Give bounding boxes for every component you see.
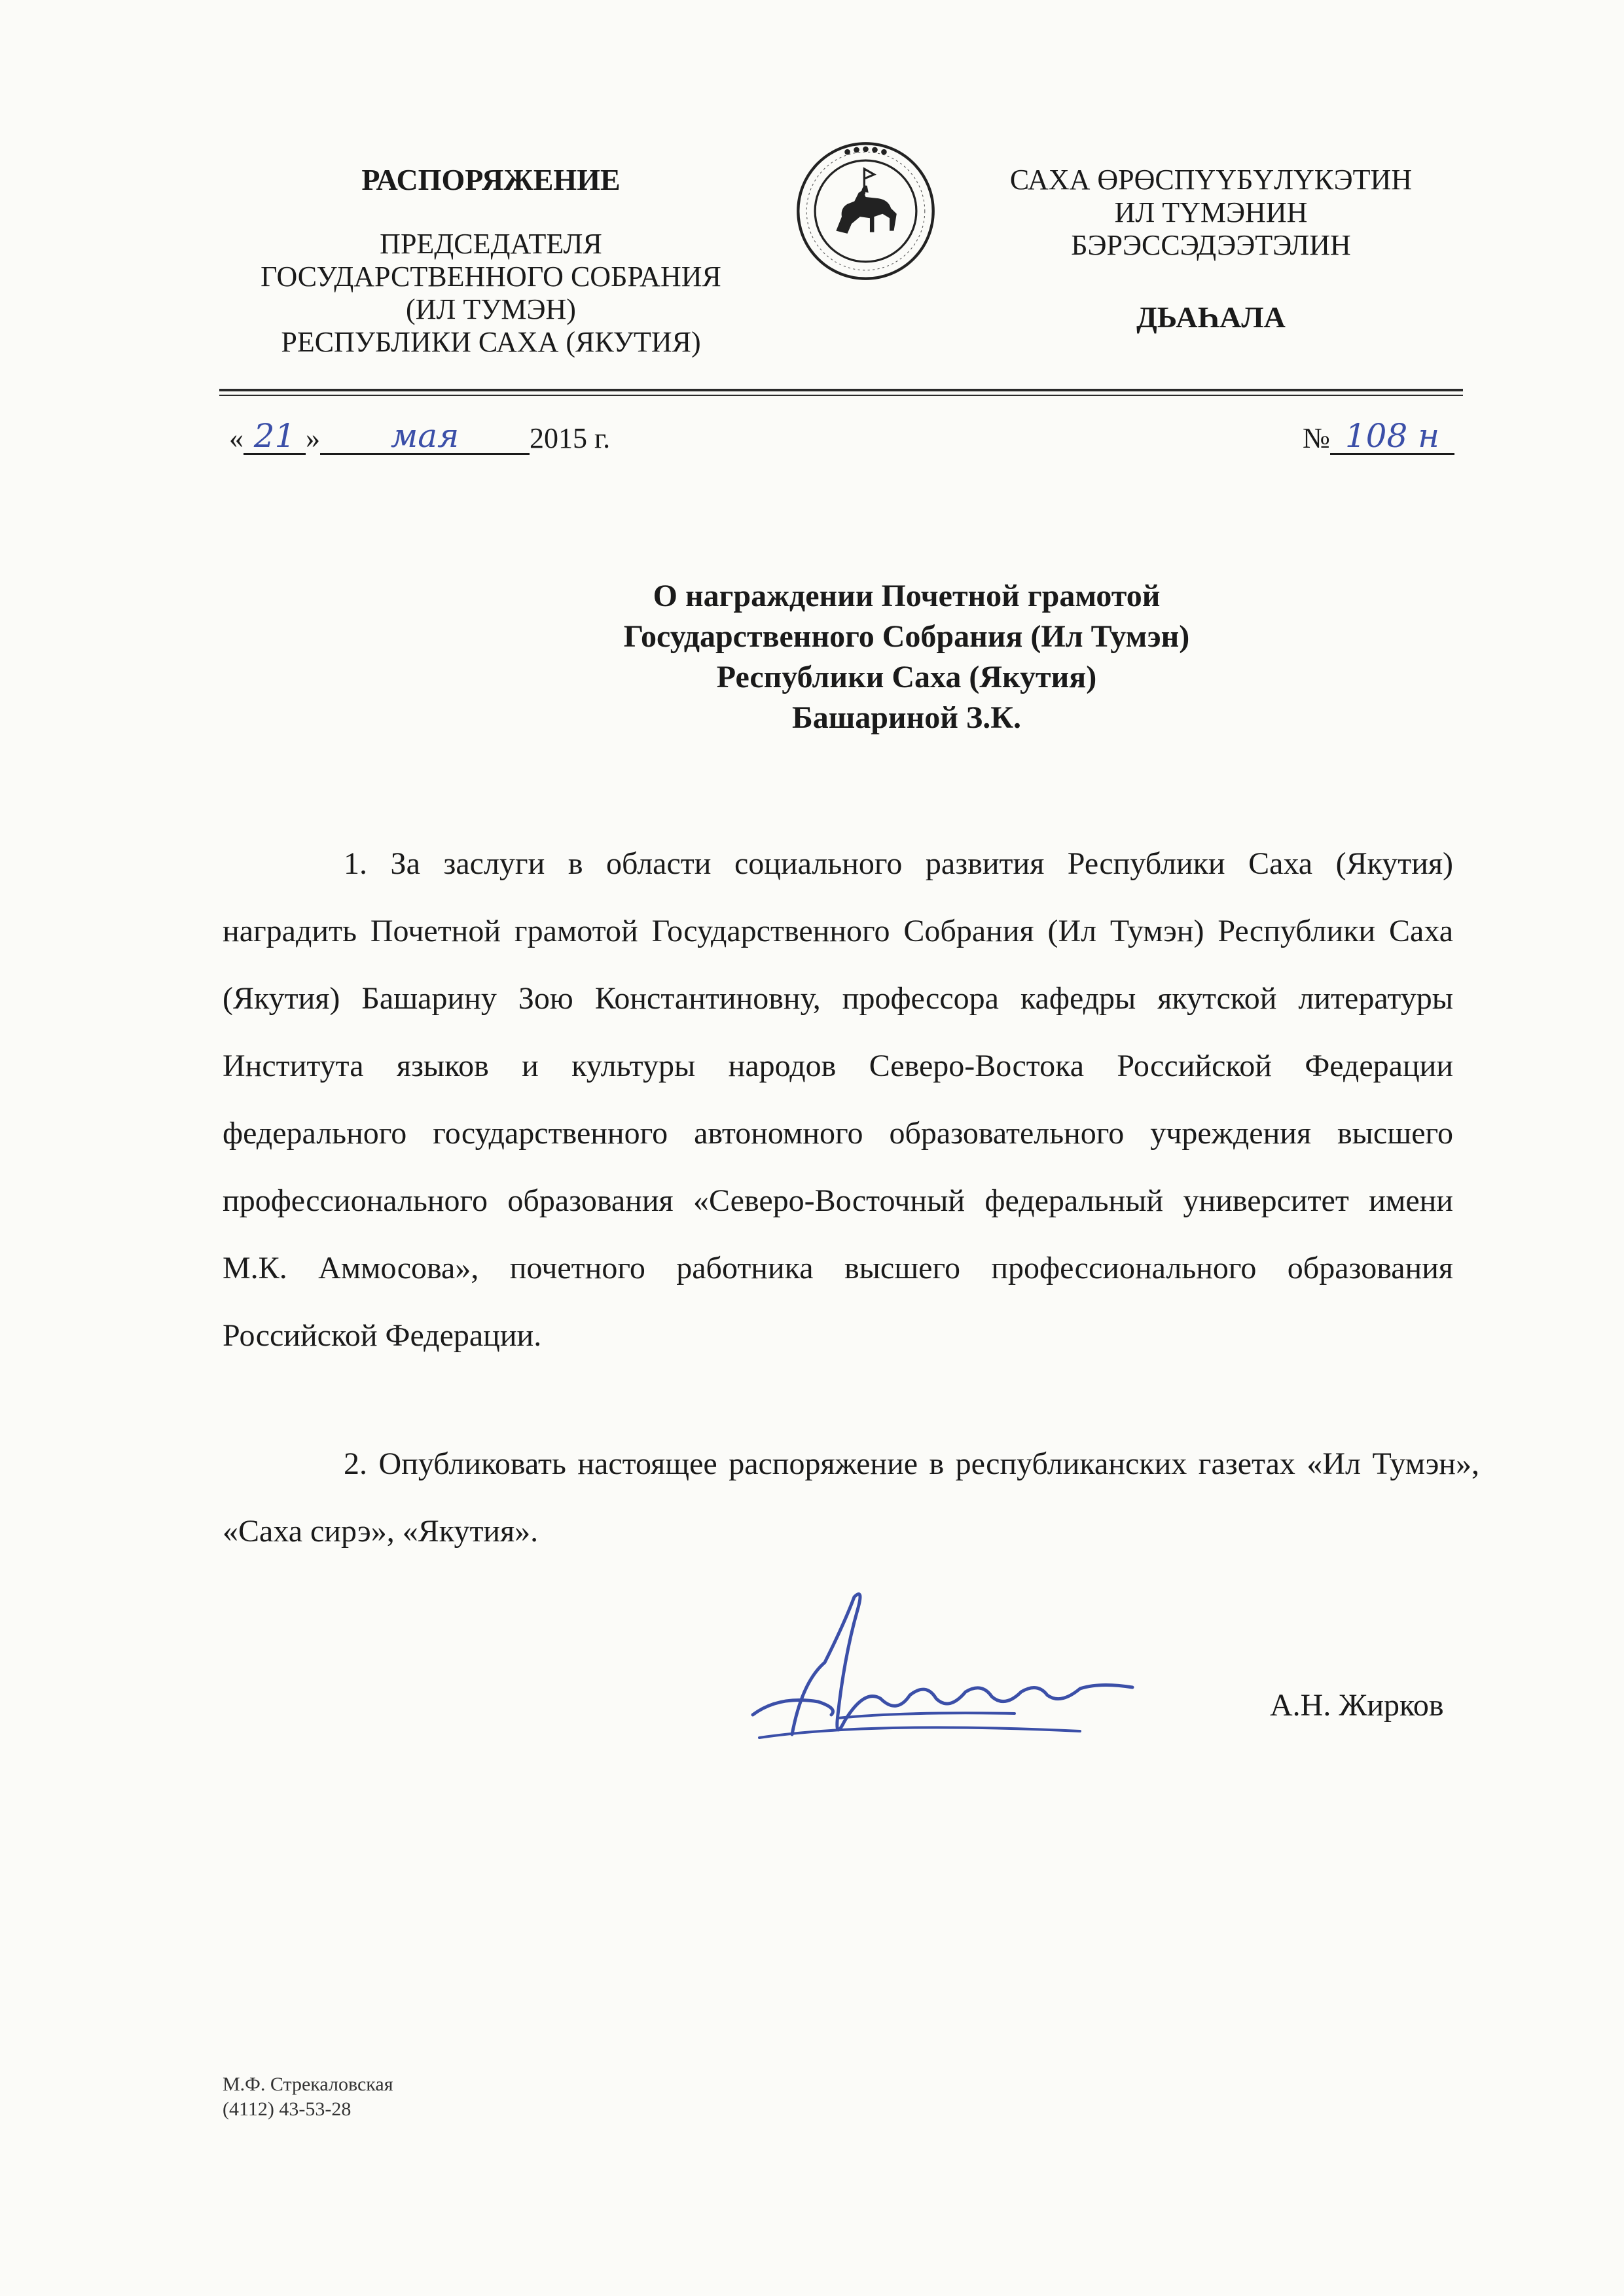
subject-line: Государственного Собрания (Ил Тумэн)	[623, 619, 1190, 654]
header-left-line: ПРЕДСЕДАТЕЛЯ	[380, 228, 602, 260]
paragraph-2-text: 2. Опубликовать настоящее распоряжение в республиканских газетах «Ил Тумэн», «Саха сирэ», «Якутия».	[223, 1446, 1479, 1549]
header-left-title: РАСПОРЯЖЕНИЕ	[361, 163, 621, 196]
date-open-quote: «	[229, 422, 244, 454]
date-month: мая	[320, 419, 530, 455]
paragraph-2	[223, 1430, 1479, 1565]
header-right-line: ИЛ ТҮМЭНИН	[1114, 196, 1308, 228]
paragraph-1	[223, 830, 1453, 1369]
paragraph-1-text: 1. За заслуги в области социального развития Республики Саха (Якутия) наградить Почетной грамотой Государственного Собрания (Ил Тумэн) Республики Саха (Якутия) Башарину Зою Константиновну, профессора кафедры якутской литературы Института языков и культуры народов Северо-Востока Российской Федерации федерального государственного автономного образовательного учреждения высшего профессионального образования «Северо-Восточный федеральный университет имени М.К. Аммосова», почетного работника высшего профессионального образования Российской Федерации.	[223, 846, 1453, 1353]
header-left-line: РЕСПУБЛИКИ САХА (ЯКУТИЯ)	[281, 326, 701, 358]
date-line	[229, 419, 610, 455]
executor-name: М.Ф. Стрекаловская	[223, 2073, 393, 2095]
date-year: 2015 г.	[530, 422, 611, 454]
header-right-title: ДЬАҺАЛА	[1136, 300, 1286, 334]
document-number-line	[1303, 419, 1454, 455]
document-number: 108 н	[1330, 419, 1454, 455]
coat-of-arms-emblem	[795, 141, 936, 281]
subject-line: Башариной З.К.	[791, 700, 1022, 735]
header-left-line: ГОСУДАРСТВЕННОГО СОБРАНИЯ	[261, 260, 721, 293]
header-right	[956, 164, 1466, 334]
date-close-quote: »	[306, 422, 320, 454]
subject-line: О награждении Почетной грамотой	[653, 579, 1161, 613]
header-divider-thin	[219, 395, 1463, 396]
document-subject	[458, 576, 1355, 738]
header-right-line: САХА ӨРӨСПҮҮБҮЛҮКЭТИН	[1009, 164, 1413, 196]
document-number-label: №	[1303, 422, 1330, 454]
header-left	[216, 164, 766, 359]
header-right-line: БЭРЭССЭДЭЭТЭЛИН	[1071, 229, 1351, 261]
executor-info	[223, 2072, 393, 2122]
subject-line: Республики Саха (Якутия)	[716, 660, 1097, 694]
header-divider	[219, 389, 1463, 391]
handwritten-signature	[740, 1584, 1146, 1761]
date-day: 21	[244, 419, 306, 455]
header-left-line: (ИЛ ТУМЭН)	[406, 293, 576, 325]
signatory-name: А.Н. Жирков	[1270, 1688, 1444, 1723]
executor-phone: (4112) 43-53-28	[223, 2098, 352, 2120]
